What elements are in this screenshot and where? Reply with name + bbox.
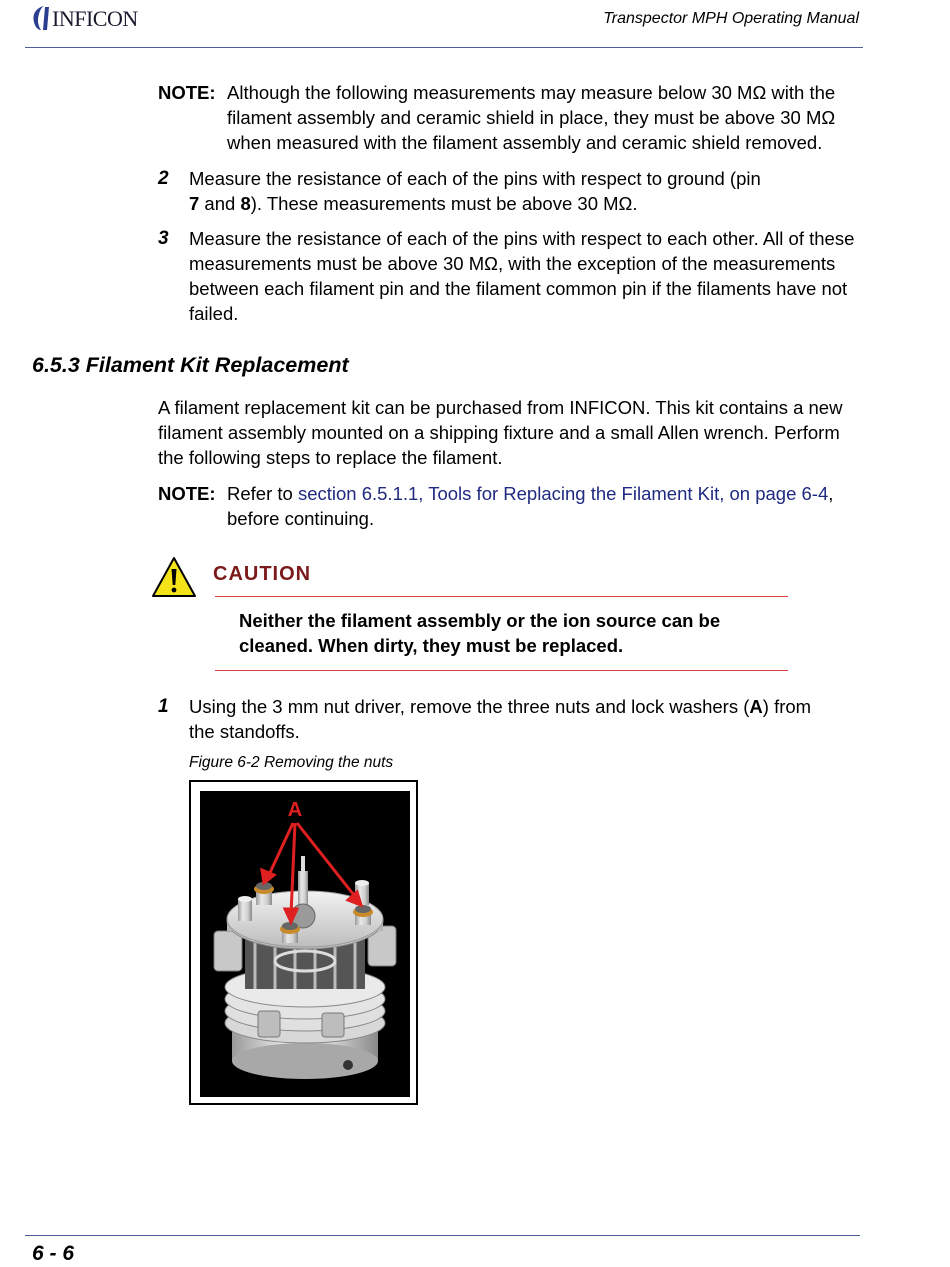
figure-caption: Figure 6-2 Removing the nuts bbox=[189, 754, 394, 771]
step-text bbox=[189, 166, 764, 216]
section-heading: 6.5.3 Filament Kit Replacement bbox=[32, 353, 349, 377]
callout-ref: A bbox=[749, 696, 763, 717]
step-text: Measure the resistance of each of the pins with respect to each other. All of these measurements must be above 30 MΩ, with the exception of the measurements between each filament pin and the filament common pin if the filaments have not failed. bbox=[189, 228, 855, 324]
manual-title: Transpector MPH Operating Manual bbox=[603, 10, 859, 27]
pin-number: 8 bbox=[240, 193, 251, 214]
ion-source-photo bbox=[200, 791, 410, 1097]
step-number: 2 bbox=[158, 168, 169, 189]
step-number: 3 bbox=[158, 228, 169, 249]
cross-reference-link[interactable]: section 6.5.1.1, Tools for Replacing the Filament Kit, on page 6-4 bbox=[297, 483, 829, 504]
caution-divider bbox=[215, 670, 788, 671]
inficon-logo bbox=[30, 4, 165, 32]
note-label: NOTE: bbox=[158, 82, 216, 103]
inficon-logo-mark-icon bbox=[30, 4, 52, 32]
figure-frame bbox=[189, 780, 418, 1105]
note-label: NOTE: bbox=[158, 483, 216, 504]
pin-number: 7 bbox=[189, 193, 200, 214]
step-text-part: Using the 3 mm nut driver, remove the three nuts and lock washers ( bbox=[189, 696, 750, 717]
caution-title: CAUTION bbox=[213, 563, 312, 585]
step-number: 1 bbox=[158, 696, 169, 717]
logo-text: INFICON bbox=[52, 6, 138, 31]
caution-body: Neither the filament assembly or the ion source can be cleaned. When dirty, they must be replaced. bbox=[239, 610, 721, 656]
caution-divider bbox=[215, 596, 788, 597]
note-text: Although the following measurements may measure below 30 MΩ with the filament assembly and ceramic shield in place, they must be above 30 MΩ when measured with the filament assembly and ceramic shield removed. bbox=[227, 82, 836, 153]
section-intro: A filament replacement kit can be purchased from INFICON. This kit contains a new filament assembly mounted on a shipping fixture and a small Allen wrench. Perform the following steps to replace the filament. bbox=[158, 397, 843, 468]
page-number: 6 - 6 bbox=[32, 1242, 75, 1265]
step-text-part: ) from the standoffs. bbox=[189, 696, 812, 742]
note-text bbox=[227, 481, 867, 531]
note-text-part: , before continuing. bbox=[227, 483, 834, 529]
step-text-part: Measure the resistance of each of the pins with respect to ground (pin bbox=[189, 168, 761, 189]
figure-callout-label: A bbox=[287, 799, 303, 821]
step-text-part: ). These measurements must be above 30 MΩ. bbox=[250, 193, 638, 214]
footer-divider bbox=[25, 1235, 860, 1236]
step-text bbox=[189, 694, 819, 744]
warning-triangle-icon bbox=[151, 556, 197, 598]
note-text-part: Refer to bbox=[227, 483, 298, 504]
step-text-part: and bbox=[199, 193, 241, 214]
header-divider bbox=[25, 47, 863, 48]
